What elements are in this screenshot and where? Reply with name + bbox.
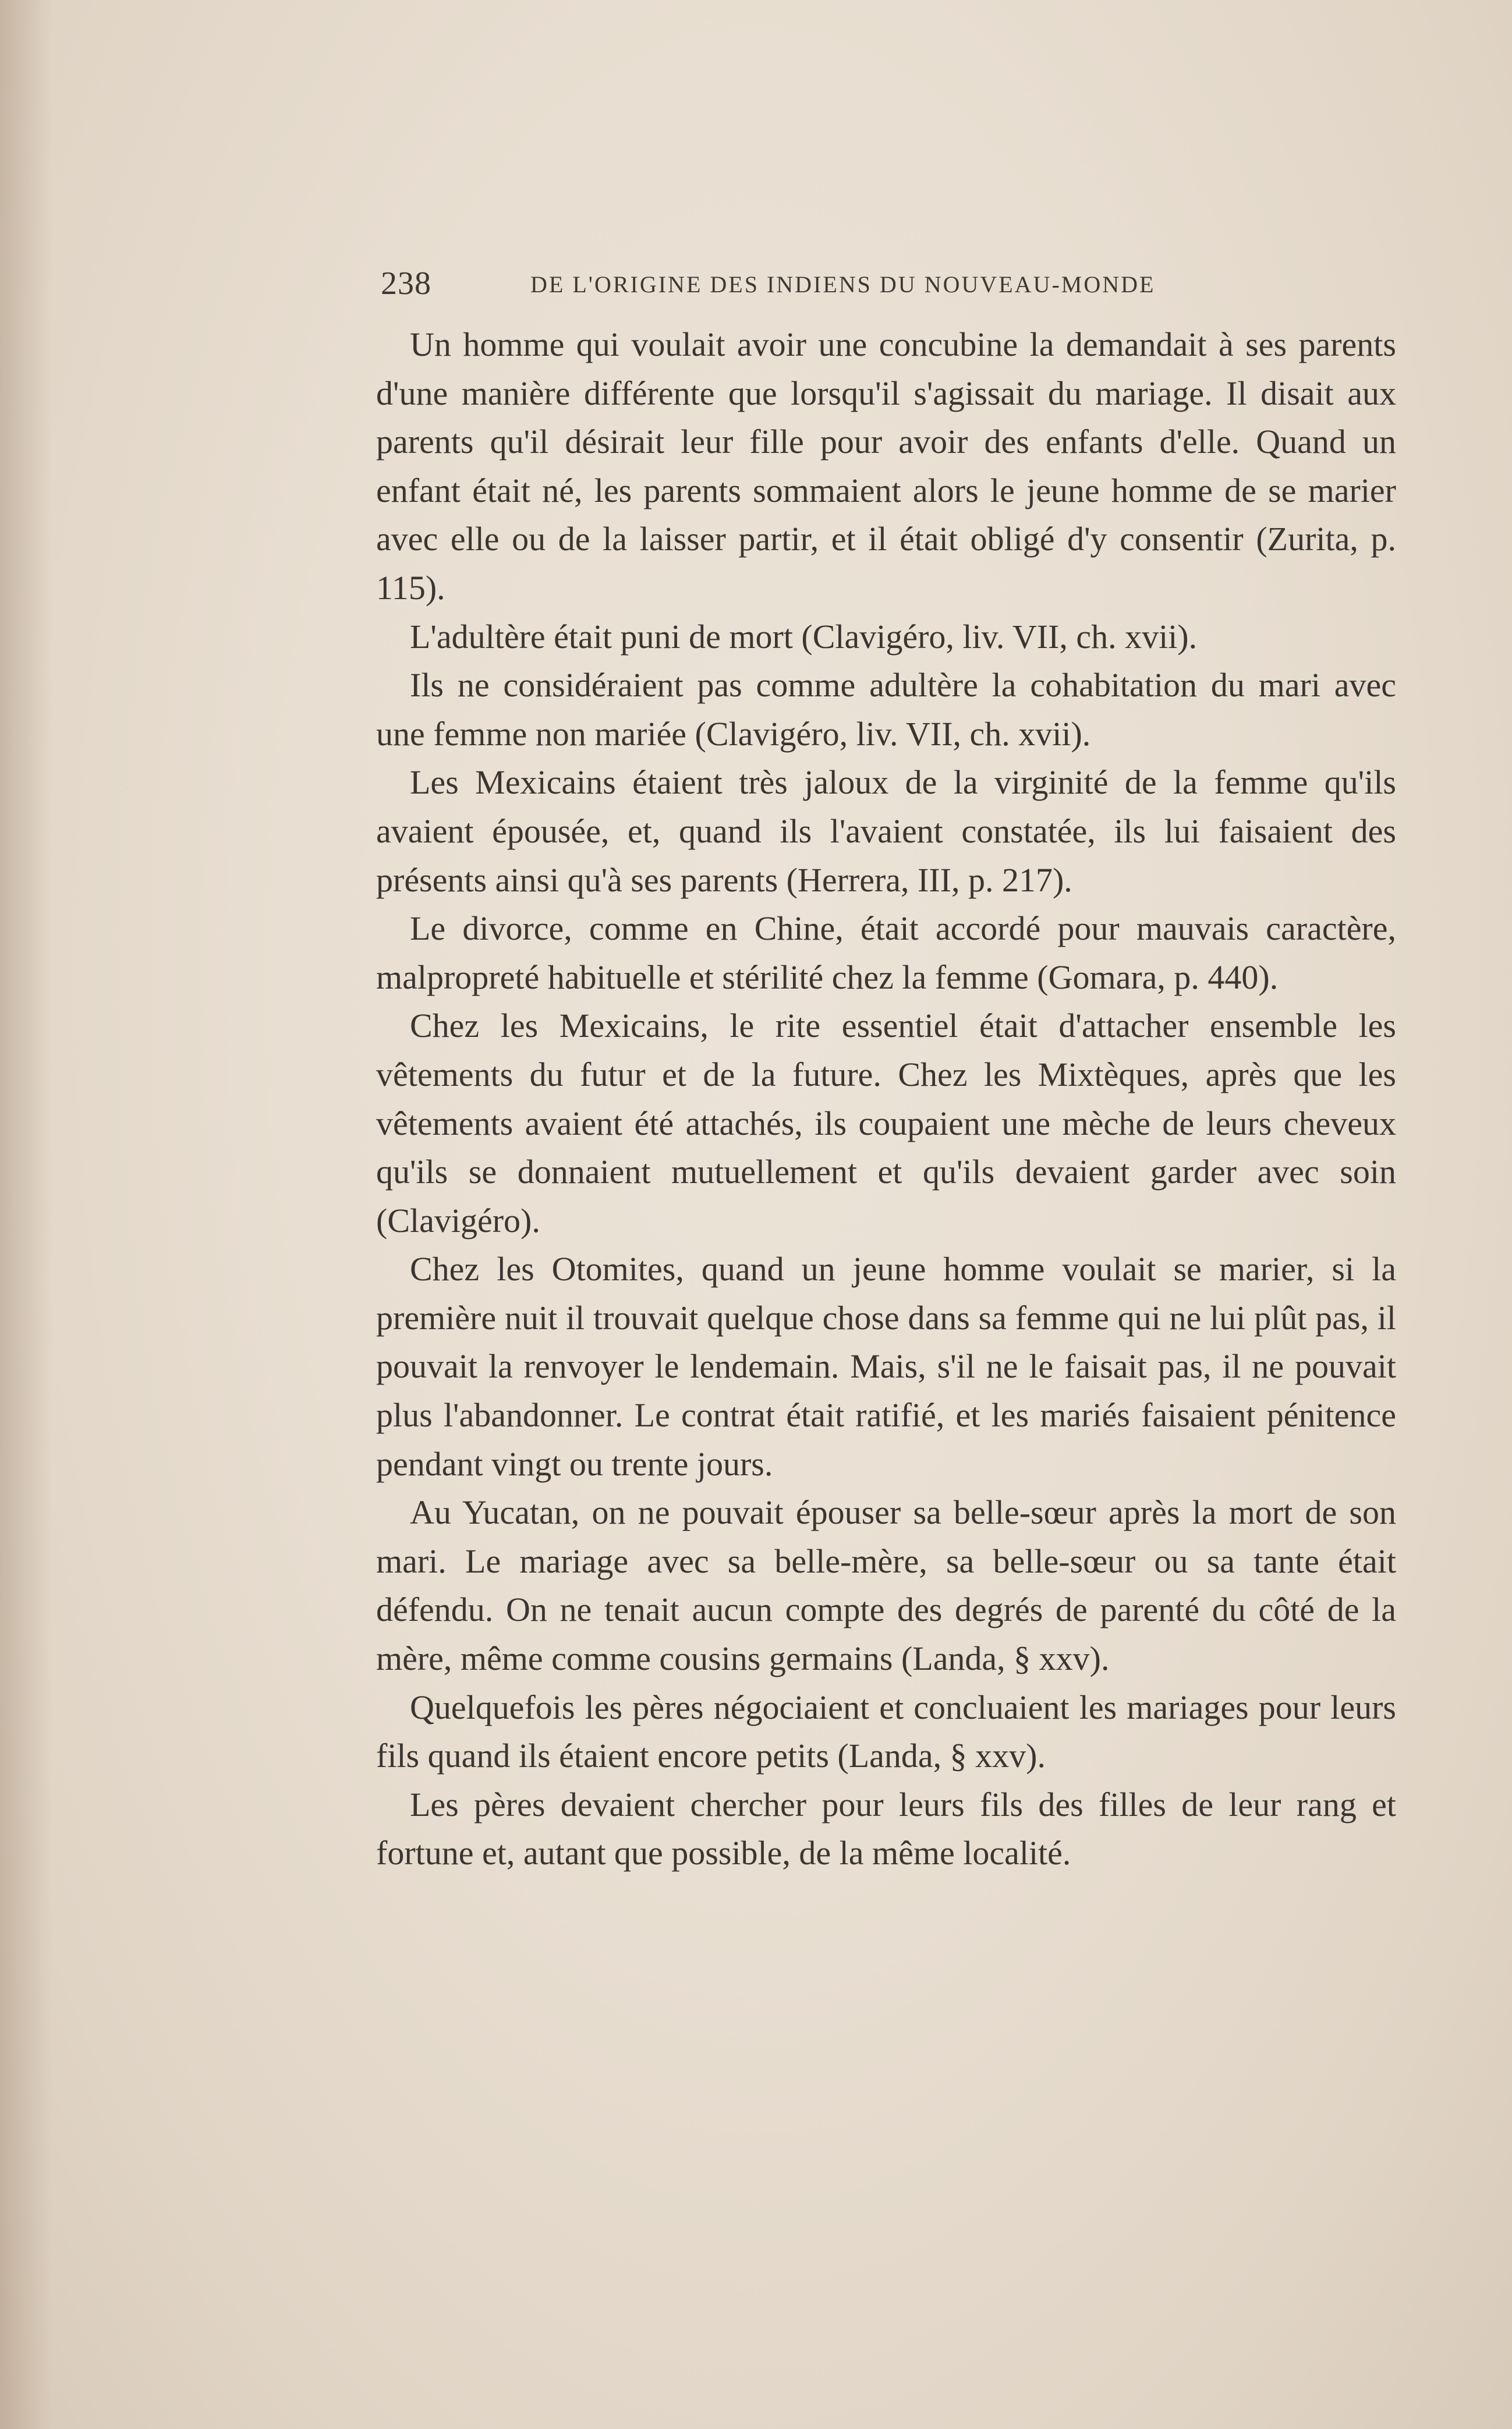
page-edge-shadow	[0, 0, 52, 2429]
paragraph-arranged-marriages: Quelquefois les pères négociaient et concluaient les mariages pour leurs fils quand ils étaient encore petits (Landa, § xxv).	[376, 1688, 1396, 1775]
paragraph-concubine: Un homme qui voulait avoir une concubine la demandait à ses parents d'une manière différente que lorsqu'il s'agissait du mariage. Il disait aux parents qu'il désirait leur fille pour avoir des enfants d'elle. Quand un enfant était né, les parents sommaient alors le jeune homme de se marier avec elle ou de la laisser partir, et il était obligé d'y consentir (Zurita, p. 115).	[376, 325, 1396, 607]
paragraph-virginity: Les Mexicains étaient très jaloux de la virginité de la femme qu'ils avaient épousée, et, quand ils l'avaient constatée, ils lui faisaient des présents ainsi qu'à ses parents (Herrera, III, p. 217).	[376, 763, 1396, 899]
paragraph-adultery: L'adultère était puni de mort (Clavigéro, liv. VII, ch. xvii).	[410, 617, 1198, 656]
page-number: 238	[381, 265, 431, 302]
page-header	[381, 265, 1452, 306]
paragraph-divorce: Le divorce, comme en Chine, était accordé pour mauvais caractère, malpropreté habituelle et stérilité chez la femme (Gomara, p. 440).	[376, 909, 1396, 996]
paragraph-yucatan: Au Yucatan, on ne pouvait épouser sa belle-sœur après la mort de son mari. Le mariage avec sa belle-mère, sa belle-sœur ou sa tante était défendu. On ne tenait aucun compte des degrés de parenté du côté de la mère, même comme cousins germains (Landa, § xxv).	[376, 1493, 1396, 1678]
paragraph-cohabitation: Ils ne considéraient pas comme adultère la cohabitation du mari avec une femme non mariée (Clavigéro, liv. VII, ch. xvii).	[376, 666, 1396, 753]
body-text	[376, 320, 1396, 1878]
paragraph-fathers-choice: Les pères devaient chercher pour leurs fils des filles de leur rang et fortune et, autant que possible, de la même localité.	[376, 1785, 1396, 1872]
paragraph-marriage-rite: Chez les Mexicains, le rite essentiel était d'attacher ensemble les vêtements du futur et de la future. Chez les Mixtèques, après que les vêtements avaient été attachés, ils coupaient une mèche de leurs cheveux qu'ils se donnaient mutuellement et qu'ils devaient garder avec soin (Clavigéro).	[376, 1007, 1396, 1240]
paragraph-otomites: Chez les Otomites, quand un jeune homme voulait se marier, si la première nuit il trouvait quelque chose dans sa femme qui ne lui plût pas, il pouvait la renvoyer le lendemain. Mais, s'il ne le faisait pas, il ne pouvait plus l'abandonner. Le contrat était ratifié, et les mariés faisaient pénitence pendant vingt ou trente jours.	[376, 1250, 1396, 1483]
running-title: DE L'ORIGINE DES INDIENS DU NOUVEAU-MONDE	[530, 271, 1156, 298]
